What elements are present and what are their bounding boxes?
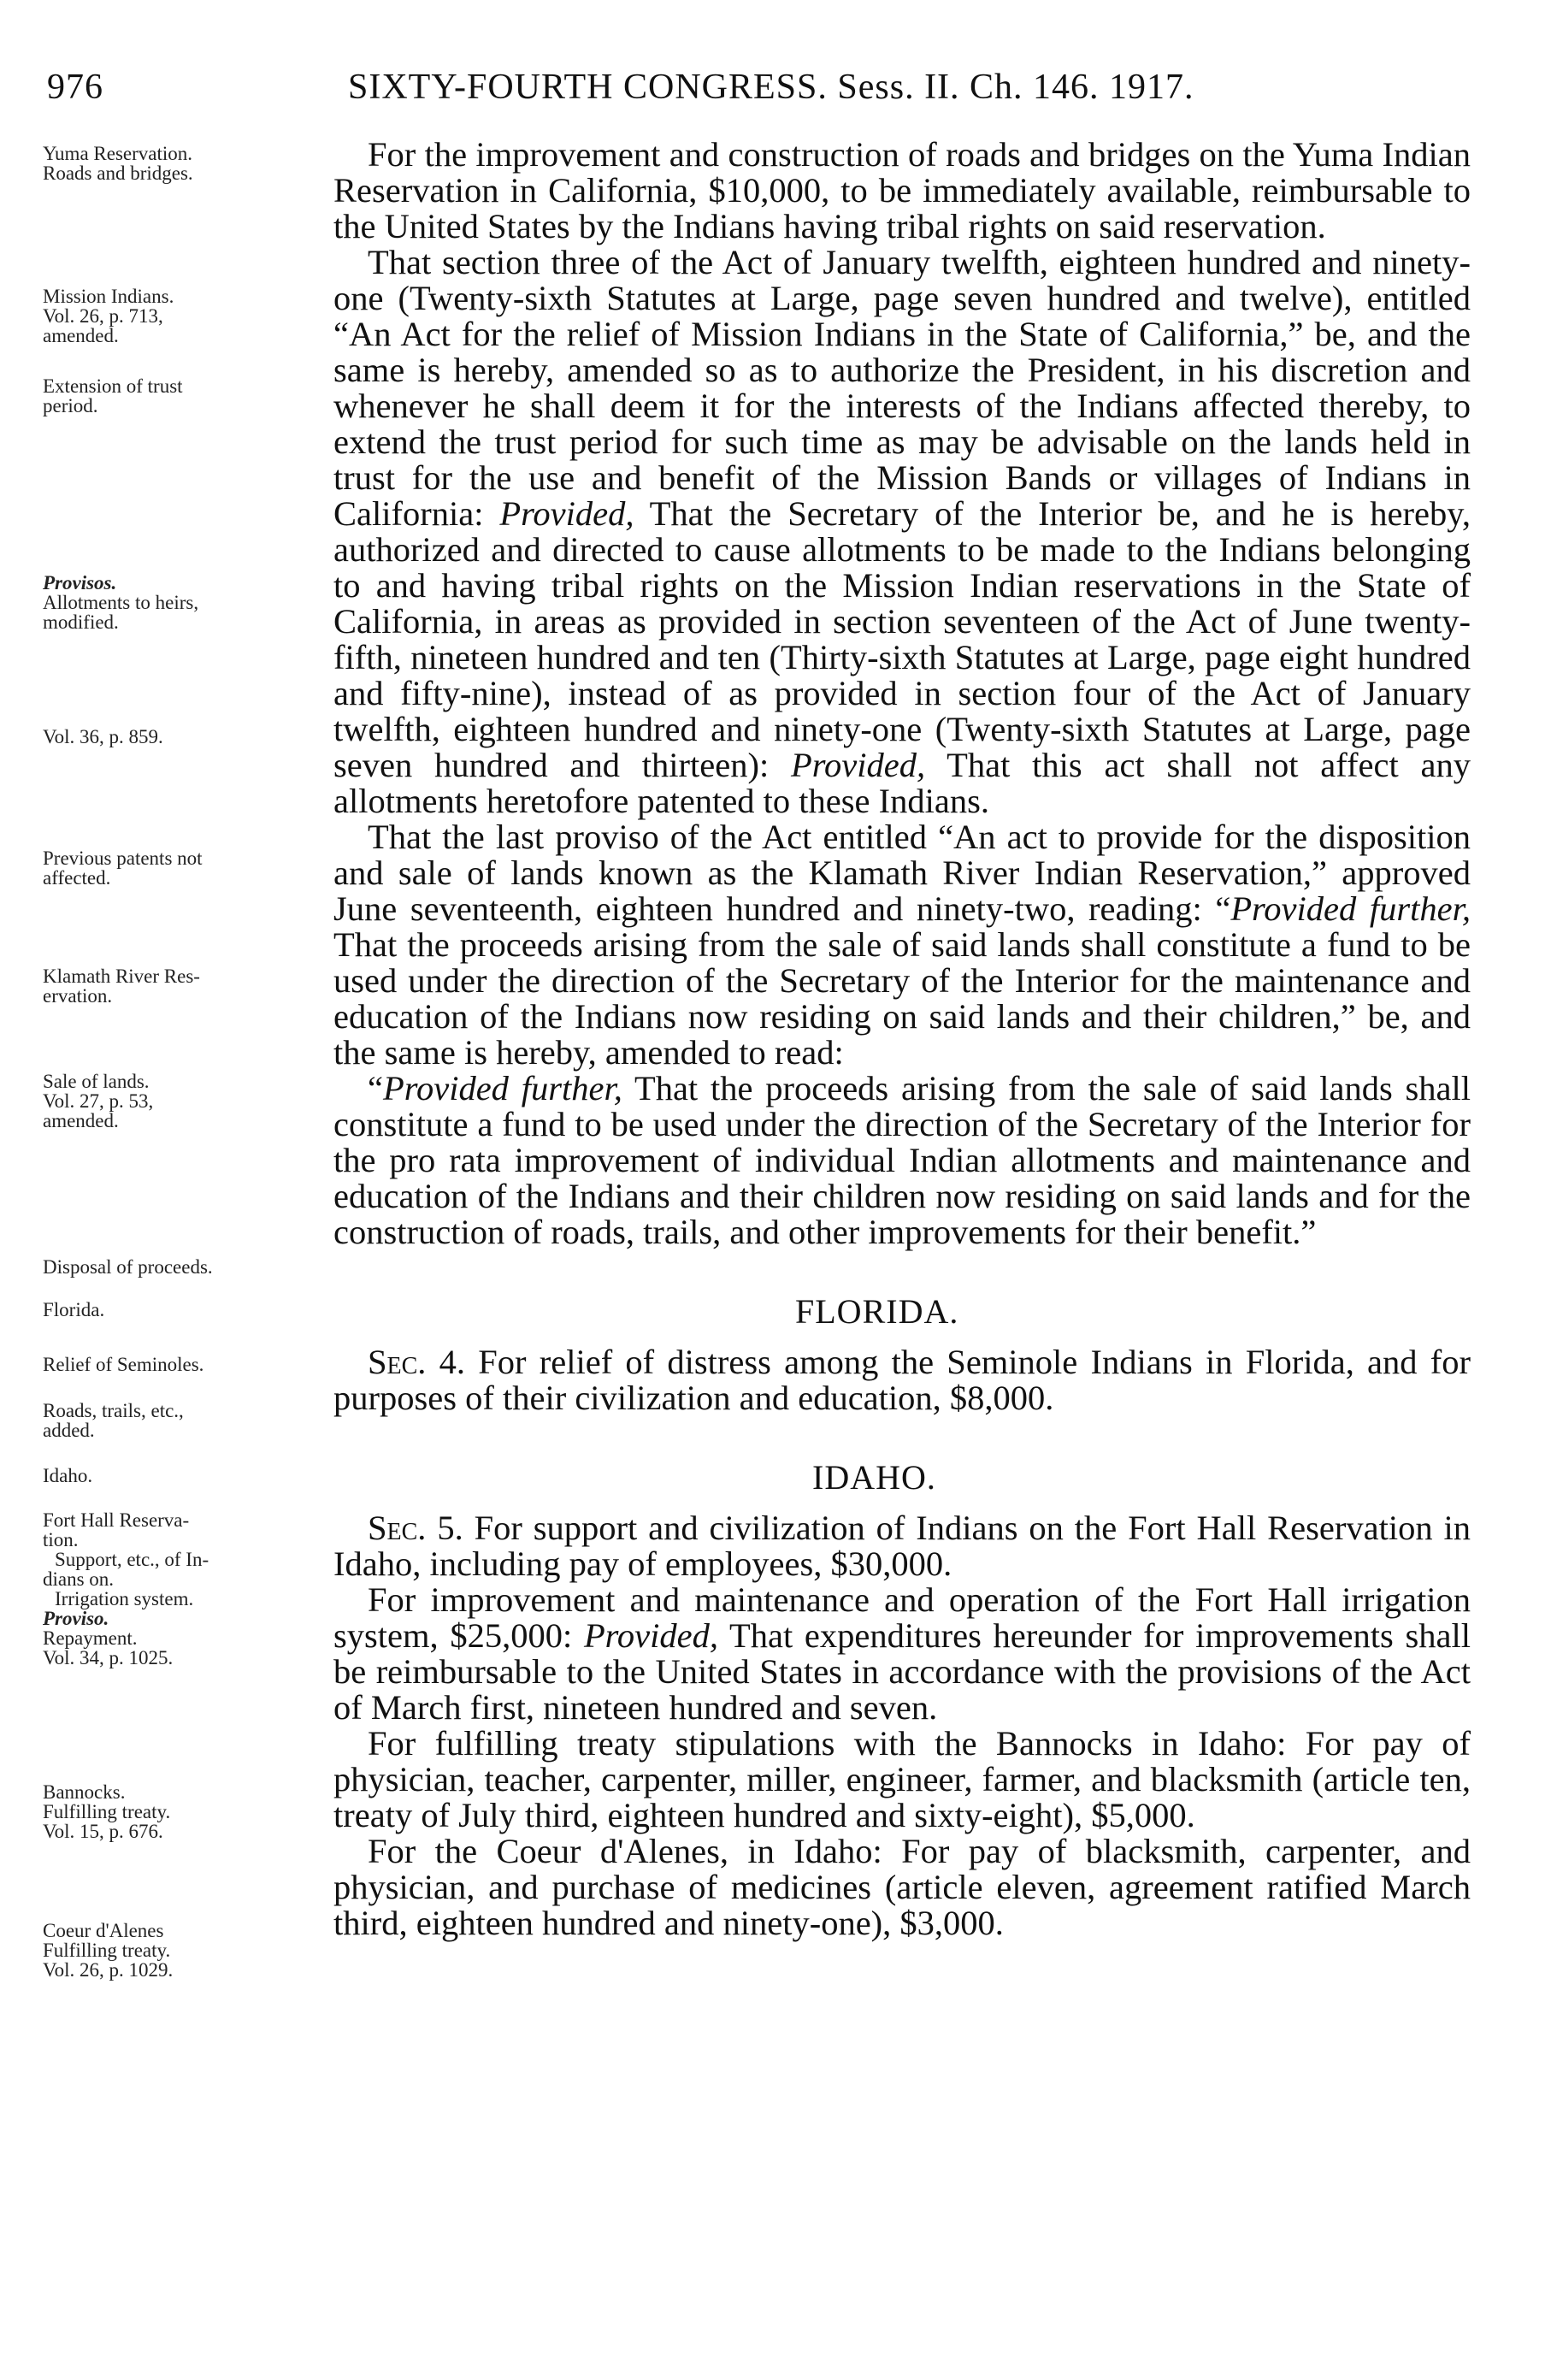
note-idaho: Idaho. [43,1465,93,1486]
note-yuma: Yuma Reservation. Roads and bridges. [43,143,193,184]
note-fort-hall: Fort Hall Reserva- tion. Support, etc., of In- dians on. Irrigation system. Proviso. Repayment. Vol. 34, p. 1025. [43,1509,209,1668]
note-vol36: Vol. 36, p. 859. [43,726,163,747]
body-florida [333,1344,1471,1416]
section-title-florida: FLORIDA. [795,1292,959,1331]
paragraph-sec5: Sec. 5. For support and civilization of Indians on the Fort Hall Reservation in Idaho, including pay of employees, $30,000. [333,1509,1471,1583]
paragraph-coeur: For the Coeur d'Alenes, in Idaho: For pay of blacksmith, carpenter, and physician, and purchase of medicines (article eleven, agreement ratified March third, eighteen hundred and ninety-one), $3,000. [333,1832,1471,1942]
paragraph-quote: “Provided further, That the proceeds arising from the sale of said lands shall constitute a fund to be used under the direction of the Secretary of the Interior for the pro rata improvement of individual Indian allotments and maintenance and education of the Indians and their children now residing on said lands and for the construction of roads, trails, and other improvements for their benefit.” [333,1069,1471,1251]
margin-notes-idaho [43,1509,316,1981]
heading-florida [43,1250,1462,1344]
body-text [333,137,1471,1250]
section-idaho [43,1509,1471,1981]
note-proviso: Provisos. Allotments to heirs, modified. [43,572,199,633]
section-florida [43,1343,1471,1417]
running-header [47,67,1458,118]
note-roads: Roads, trails, etc., added. [43,1400,184,1441]
note-seminoles: Relief of Seminoles. [43,1354,204,1375]
note-klamath: Klamath River Res- ervation. [43,966,200,1007]
page-number: 976 [47,68,103,107]
paragraph-mission: That section three of the Act of January twelfth, eighteen hundred and ninety-one (Twenty-sixth Statutes at Large, page seven hundred and twelve), entitled “An Act for the relief of Mission Indians in the State of California,” be, and the same is hereby, amended so as to authorize the President, in his discretion and whenever he shall deem it for the interests of the Indians affected thereby, to extend the trust period for such time as may be advisable on the lands held in trust for the use and benefit of the Mission Bands or villages of Indians in California: Provided, That the Secretary of the Interior be, and he is hereby, authorized and directed to cause allotments to be made to the Indians belonging to and having tribal rights on the Mission Indian reservations in the State of California, in areas as provided in section seventeen of the Act of June twenty-fifth, nineteen hundred and ten (Thirty-sixth Statutes at Large, page eight hundred and fifty-nine), instead of as provided in section four of the Act of January twelfth, eighteen hundred and ninety-one (Twenty-sixth Statutes at Large, page seven hundred and thirteen): Provided, That this act shall not affect any allotments heretofore patented to these Indians. [333,243,1471,820]
note-coeur: Coeur d'Alenes Fulfilling treaty. Vol. 26, p. 1029. [43,1920,174,1981]
note-patents: Previous patents not affected. [43,847,203,889]
page-content [43,135,1471,1981]
note-florida: Florida. [43,1299,105,1320]
body-idaho [333,1510,1471,1941]
note-bannocks: Bannocks. Fulfilling treaty. Vol. 15, p. 676. [43,1781,171,1842]
running-title: SIXTY-FOURTH CONGRESS. Sess. II. Ch. 146. 1917. [348,68,1194,107]
paragraph-sec4: Sec. 4. For relief of distress among the Seminole Indians in Florida, and for purposes of their civilization and education, $8,000. [333,1343,1471,1417]
note-disposal: Disposal of proceeds. [43,1256,213,1278]
note-trust: Extension of trust period. [43,375,183,416]
paragraph-klamath: That the last proviso of the Act entitled “An act to provide for the disposition and sale of lands known as the Klamath River Indian Reservation,” approved June seventeenth, eighteen hundred and ninety-two, reading: “Provided further, That the proceeds arising from the sale of said lands shall constitute a fund to be used under the direction of the Secretary of the Interior for the maintenance and education of the Indians now residing on said lands and their children,” be, and the same is hereby, amended to read: [333,818,1471,1072]
paragraph-irrigation: For improvement and maintenance and operation of the Fort Hall irrigation system, $25,000: Provided, That expenditures hereunder for improvements shall be reimbursable to the United States in accordance with the provisions of the Act of March first, nineteen hundred and seven. [333,1580,1471,1727]
heading-idaho [43,1416,1462,1510]
paragraph-yuma: For the improvement and construction of roads and bridges on the Yuma Indian Reservation in California, $10,000, to be immediately available, reimbursable to the United States by the Indians having tribal rights on said reservation. [333,135,1471,245]
section-title-idaho: IDAHO. [812,1458,936,1497]
margin-notes-florida [43,1344,316,1416]
note-mission: Mission Indians. Vol. 26, p. 713, amended. [43,286,174,346]
paragraph-bannocks: For fulfilling treaty stipulations with the Bannocks in Idaho: For pay of physician, teacher, carpenter, miller, engineer, farmer, and blacksmith (article ten, treaty of July third, eighteen hundred and sixty-eight), $5,000. [333,1724,1471,1834]
note-sale: Sale of lands. Vol. 27, p. 53, amended. [43,1071,154,1131]
